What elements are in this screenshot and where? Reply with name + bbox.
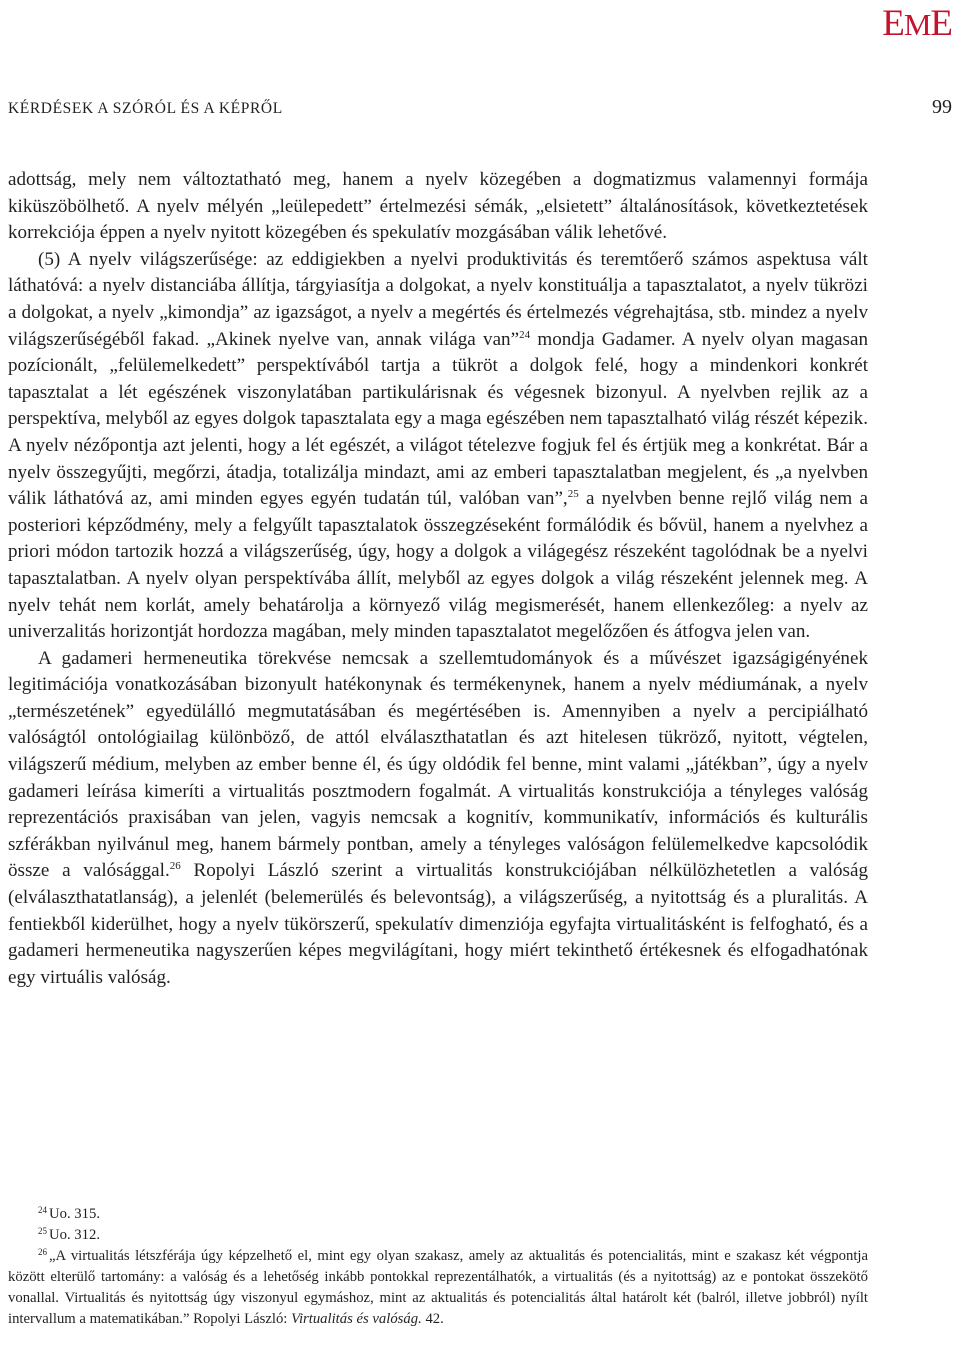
- paragraph-2-part-b: mondja Gadamer. A nyelv olyan magasan pozícionált, „felülemelkedett” perspektívából tartja a tükröt a dolgok felé, hogy a mindenkori konkrét tapasztalat a lét egészének viszonylatában partikulárisnak és végesnek bizonyul. A nyelvben rejlik az a perspektíva, melyből az egyes dolgok tapasztalata egy a maga egészében nem tapasztalható világ részét képezik. A nyelv nézőpontja azt jelenti, hogy a lét egészét, a világot tételezve fogjuk fel és értjük meg a konkrétat. Bár a nyelv összegyűjti, megőrzi, átadja, totalizálja mindazt, ami az emberi tapasztalatban megjelent, és „a nyelvben válik láthatóvá az, ami minden egyes egyén tudatán túl, valóban van”,: [8, 328, 868, 510]
- paragraph-1: adottság, mely nem változtatható meg, hanem a nyelv közegében a dogmatizmus valamennyi formája kiküszöbölhető. A nyelv mélyén „leülepedett” értelmezési sémák, „elsietett” általánosítások, következtetések korrekciója éppen a nyelv nyitott közegében és spekulatív mozgásában válik lehetővé.: [8, 169, 868, 244]
- footnotes: [8, 1204, 868, 1330]
- footnote-ref-24[interactable]: 24: [519, 328, 531, 341]
- logo-letter-e2: E: [930, 3, 952, 44]
- footnote-26-text-b: 42.: [421, 1311, 444, 1327]
- logo-letter-e1: E: [882, 3, 904, 44]
- footnote-ref-26[interactable]: 26: [169, 860, 181, 873]
- footnote-24-text: Uo. 315.: [49, 1206, 100, 1222]
- footnote-25: [8, 1225, 868, 1246]
- footnote-26-mark: 26: [38, 1246, 47, 1257]
- paragraph-2: [8, 247, 868, 646]
- footnote-26: [8, 1246, 868, 1330]
- footnote-ref-25[interactable]: 25: [567, 488, 579, 501]
- paragraph-3: [8, 646, 868, 992]
- footnote-26-book-title: Virtualitás és valóság.: [291, 1311, 422, 1327]
- footnote-25-mark: 25: [38, 1225, 47, 1236]
- publisher-logo: [882, 4, 952, 45]
- page-number: 99: [932, 96, 952, 118]
- paragraph-2-part-c: a nyelvben benne rejlő világ nem a posteriori képződmény, mely a felgyűlt tapasztalatok összegzéseként formálódik és bővül, hanem a nyelvhez a priori módon tartozik hozzá a világszerűség, úgy, hogy a dolgok a világegész részeként tagolódnak be a nyelvi tapasztalatban. A nyelv olyan perspektívába állít, melyből az egyes dolgok a világ részeként jelennek meg. A nyelv tehát nem korlát, amely behatárolja a környező világ megismerését, hanem ellenkezőleg: a nyelv az univerzalitás horizontját hordozza magában, mely minden tapasztalatot megelőzően és átfogva jelen van.: [8, 488, 868, 643]
- body-text: [8, 167, 868, 991]
- running-head: [8, 96, 952, 122]
- paragraph-2-part-a: (5) A nyelv világszerűsége: az eddigiekben a nyelvi produktivitás és teremtőerő számos aspektusa vált láthatóvá: a nyelv distanciába állítja, tárgyiasítja a dolgokat, a nyelv konstituálja a tapasztalatot, a nyelv tükrözi a dolgokat, a nyelv „kimondja” az igazságot, a nyelv a megértés és értelmezés végrehajtása, stb. mindez a nyelv világszerűségéből fakad. „Akinek nyelve van, annak világa van”: [8, 248, 868, 350]
- paragraph-3-part-b: Ropolyi László szerint a virtualitás konstrukciójában nélkülözhetetlen a valóság (elválaszthatatlanság), a jelenlét (belemerülés és belevontság), a világszerűség, a nyitottság és a pluralitás. A fentiekből kiderülhet, hogy a nyelv tükörszerű, spekulatív dimenziója egyfajta virtualitásként is felfogható, és a gadameri hermeneutika nagyszerűen képes megvilágítani, hogy miért tekinthető értékesnek és elfogadhatónak egy virtuális valóság.: [8, 860, 868, 988]
- footnote-26-text-a: „A virtualitás létszférája úgy képzelhető el, mint egy olyan szakasz, amely az aktualitás és potencialitás, mint e szakasz két végpontja között elterülő tartomány: a valóság és a lehetőség inkább pontokkal reprezentálhatók, a virtualitás (és a nyitottság) az e pontokat összekötő vonallal. Virtualitás és nyitottság úgy viszonyul egymáshoz, mint az aktualitás és potencialitás által határolt két (balról, illetve jobbról) nyílt intervallum a matematikában.” Ropolyi László:: [8, 1248, 868, 1327]
- running-title: KÉRDÉSEK A SZÓRÓL ÉS A KÉPRŐL: [8, 100, 283, 117]
- logo-letter-m: M: [903, 7, 931, 42]
- footnote-24: [8, 1204, 868, 1225]
- footnote-24-mark: 24: [38, 1204, 47, 1215]
- paragraph-3-part-a: A gadameri hermeneutika törekvése nemcsak a szellemtudományok és a művészet igazságigényének legitimációja vonatkozásában bizonyult hatékonynak és termékenynek, hanem a nyelv médiumának, a nyelv „természetének” egyedülálló megmutatásában és megértésében is. Amennyiben a nyelv a percipiálható valóságtól ontológiailag különböző, de attól elválaszthatatlan és azt hitelesen tükröző, nyitott, végtelen, világszerű médium, melyben az ember benne él, és úgy oldódik fel benne, mint valami „játékban”, úgy a nyelv gadameri leírása kimeríti a virtualitás posztmodern fogalmát. A virtualitás konstrukciója a tényleges valóság reprezentációs praxisában van jelen, vagyis nemcsak a kognitív, kommunikatív, információs és kulturális szférákban nyilvánul meg, hanem bármely pontban, amely a tényleges valóságon felülemelkedve kapcsolódik össze a valósággal.: [8, 647, 868, 882]
- footnote-25-text: Uo. 312.: [49, 1227, 100, 1243]
